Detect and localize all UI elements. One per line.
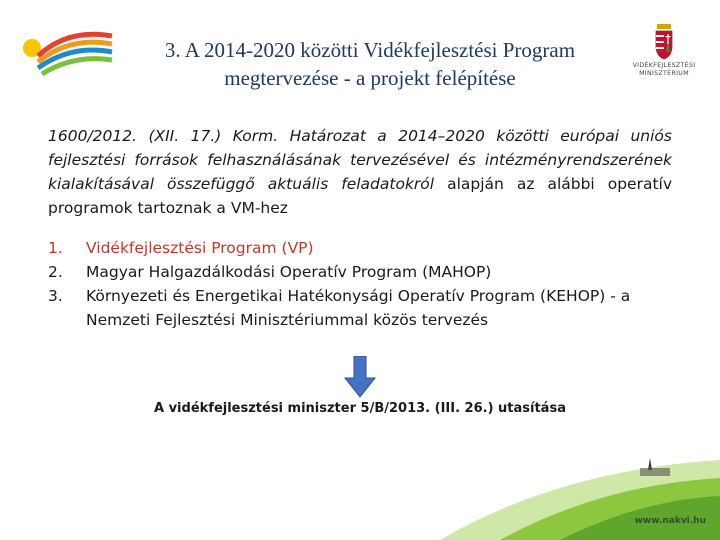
footer-url: www.nakvi.hu [634, 516, 706, 526]
title-line-1: 3. A 2014-2020 közötti Vidékfejlesztési Program [164, 38, 576, 62]
program-list [48, 236, 678, 332]
ministry-logo [628, 22, 700, 82]
program-name: Magyar Halgazdálkodási Operatív Program (MAHOP) [86, 263, 492, 281]
list-number: 3. [48, 287, 63, 305]
resolution-reference: 1600/2012. (XII. 17.) Korm. Határozat a 2014–2020 közötti európai uniós fejlesztési források felhasználásának tervezésével és intézményrendszerének kialakításával összefüggő aktuális feladatokról [48, 127, 672, 193]
list-number: 2. [48, 263, 63, 281]
decree-reference: A vidékfejlesztési miniszter 5/B/2013. (III. 26.) utasítása [154, 401, 566, 416]
list-number: 1. [48, 239, 63, 257]
landscape-decoration [0, 440, 720, 540]
list-item [48, 260, 678, 284]
intro-rest: alapján az alábbi operatív programok tartoznak a VM-hez [48, 175, 673, 217]
program-name: Környezeti és Energetikai Hatékonysági Operatív Program (KEHOP) [86, 287, 606, 305]
title-line-2: megtervezése - a projekt felépítése [224, 66, 516, 90]
ministry-name-line-1: VIDÉKFEJLESZTÉSI [632, 62, 696, 69]
list-item [48, 236, 678, 260]
program-note: - a Nemzeti Fejlesztési Minisztériummal közös tervezés [86, 287, 631, 329]
coat-of-arms-icon [628, 22, 700, 62]
down-arrow-icon [343, 356, 377, 398]
slide-title [110, 36, 630, 92]
program-name: Vidékfejlesztési Program (VP) [86, 239, 314, 257]
intro-paragraph [48, 124, 672, 220]
list-item [48, 284, 678, 332]
ministry-name-line-2: MINISZTÉRIUM [639, 70, 689, 77]
rural-development-logo [18, 14, 114, 80]
